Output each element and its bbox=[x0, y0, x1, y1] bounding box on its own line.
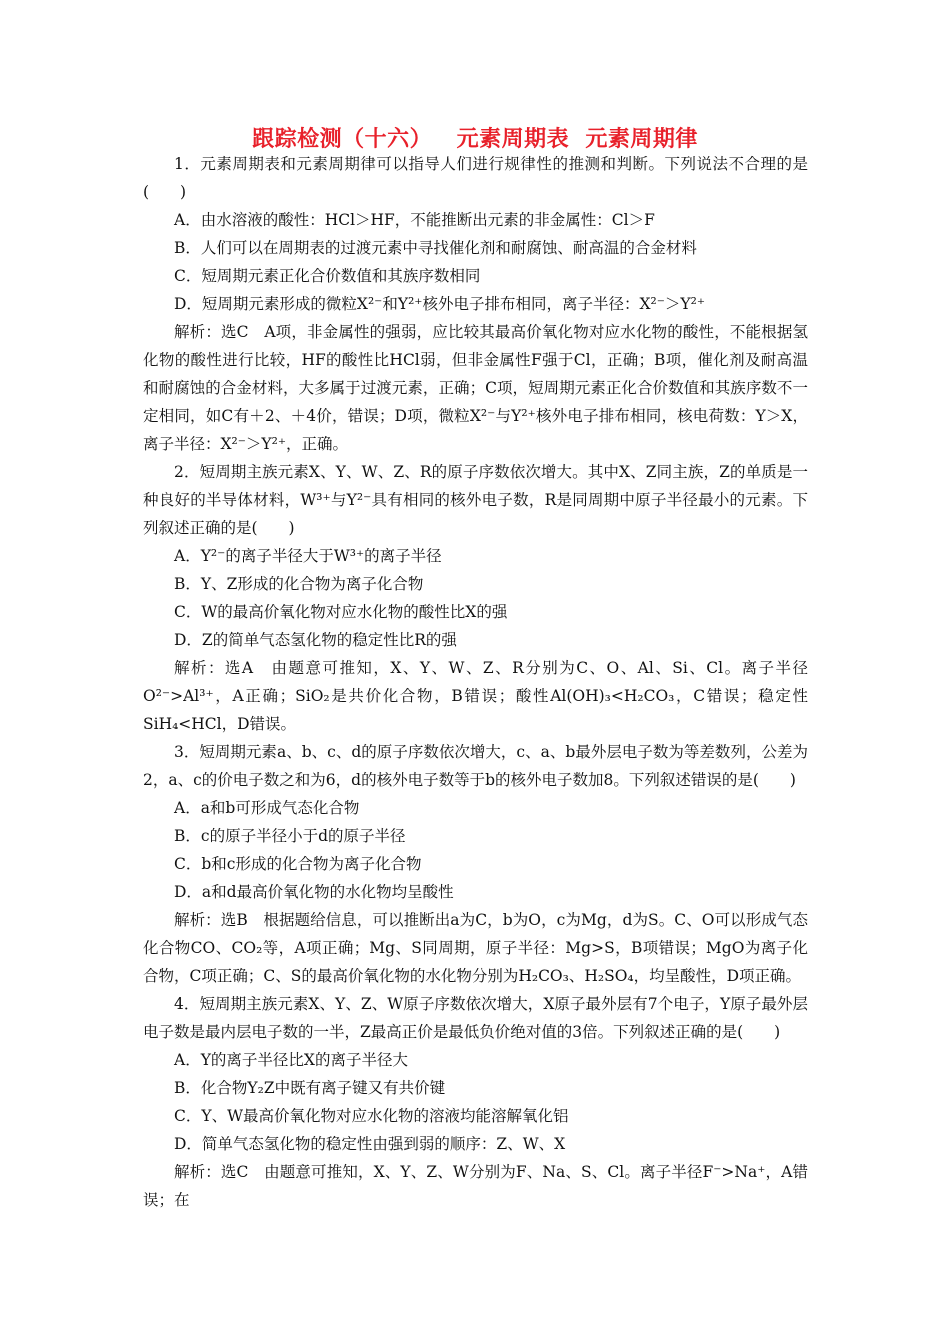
title-part-3: 元素周期律 bbox=[585, 127, 698, 152]
option-b: B．化合物Y₂Z中既有离子键又有共价键 bbox=[174, 1079, 446, 1097]
option-c: C．短周期元素正化合价数值和其族序数相同 bbox=[174, 267, 481, 285]
question-stem: 3．短周期元素a、b、c、d的原子序数依次增大，c、a、b最外层电子数为等差数列，公差为2，a、c的价电子数之和为6，d的核外电子数等于b的核外电子数加8。下列叙述错误的是( ) bbox=[143, 743, 808, 789]
option-d: D．短周期元素形成的微粒X²⁻和Y²⁺核外电子排布相同，离子半径：X²⁻＞Y²⁺ bbox=[174, 295, 706, 313]
question-block bbox=[143, 990, 808, 1214]
question-block bbox=[143, 458, 808, 738]
question-stem: 4．短周期主族元素X、Y、Z、W原子序数依次增大，X原子最外层有7个电子，Y原子最外层电子数是最内层电子数的一半，Z最高正价是最低负价绝对值的3倍。下列叙述正确的是( ) bbox=[143, 995, 808, 1041]
page-title bbox=[0, 122, 950, 153]
option-b: B．人们可以在周期表的过渡元素中寻找催化剂和耐腐蚀、耐高温的合金材料 bbox=[174, 239, 697, 257]
answer-analysis: 解析：选C A项，非金属性的强弱，应比较其最高价氧化物对应水化物的酸性，不能根据氢化物的酸性进行比较，HF的酸性比HCl弱，但非金属性F强于Cl，正确；B项，催化剂及耐高温和耐腐蚀的合金材料，大多属于过渡元素，正确；C项，短周期元素正化合价数值和其族序数不一定相同，如C有＋2、＋4价，错误；D项，微粒X²⁻与Y²⁺核外电子排布相同，核电荷数：Y＞X，离子半径：X²⁻＞Y²⁺，正确。 bbox=[143, 323, 808, 453]
option-a: A．Y的离子半径比X的离子半径大 bbox=[174, 1051, 408, 1069]
option-b: B．c的原子半径小于d的原子半径 bbox=[174, 827, 406, 845]
answer-analysis: 解析：选A 由题意可推知，X、Y、W、Z、R分别为C、O、Al、Si、Cl。离子半径O²⁻>Al³⁺，A正确；SiO₂是共价化合物，B错误；酸性Al(OH)₃<H₂CO₃，C错误；稳定性SiH₄<HCl，D错误。 bbox=[143, 659, 808, 733]
option-d: D．Z的简单气态氢化物的稳定性比R的强 bbox=[174, 631, 457, 649]
option-b: B．Y、Z形成的化合物为离子化合物 bbox=[174, 575, 424, 593]
question-stem: 2．短周期主族元素X、Y、W、Z、R的原子序数依次增大。其中X、Z同主族，Z的单质是一种良好的半导体材料，W³⁺与Y²⁻具有相同的核外电子数，R是同周期中原子半径最小的元素。下列叙述正确的是( ) bbox=[143, 463, 808, 537]
title-part-2: 元素周期表 bbox=[456, 127, 570, 152]
option-a: A．Y²⁻的离子半径大于W³⁺的离子半径 bbox=[174, 547, 442, 565]
question-block bbox=[143, 738, 808, 990]
question-stem: 1．元素周期表和元素周期律可以指导人们进行规律性的推测和判断。下列说法不合理的是( ) bbox=[143, 155, 808, 201]
option-d: D．a和d最高价氧化物的水化物均呈酸性 bbox=[174, 883, 454, 901]
option-c: C．Y、W最高价氧化物对应水化物的溶液均能溶解氧化铝 bbox=[174, 1107, 569, 1125]
title-part-1: 跟踪检测（十六） bbox=[252, 127, 433, 152]
option-c: C．W的最高价氧化物对应水化物的酸性比X的强 bbox=[174, 603, 508, 621]
option-a: A．a和b可形成气态化合物 bbox=[174, 799, 360, 817]
answer-analysis: 解析：选B 根据题给信息，可以推断出a为C，b为O，c为Mg，d为S。C、O可以形成气态化合物CO、CO₂等，A项正确；Mg、S同周期，原子半径：Mg>S，B项错误；MgO为离子化合物，C项正确；C、S的最高价氧化物的水化物分别为H₂CO₃、H₂SO₄，均呈酸性，D项正确。 bbox=[143, 911, 808, 985]
question-list bbox=[143, 150, 808, 1214]
question-block bbox=[143, 150, 808, 458]
option-a: A．由水溶液的酸性：HCl＞HF，不能推断出元素的非金属性：Cl＞F bbox=[174, 211, 655, 229]
option-c: C．b和c形成的化合物为离子化合物 bbox=[174, 855, 422, 873]
answer-analysis: 解析：选C 由题意可推知，X、Y、Z、W分别为F、Na、S、Cl。离子半径F⁻>Na⁺，A错误；在 bbox=[143, 1163, 808, 1209]
option-d: D．简单气态氢化物的稳定性由强到弱的顺序：Z、W、X bbox=[174, 1135, 566, 1153]
